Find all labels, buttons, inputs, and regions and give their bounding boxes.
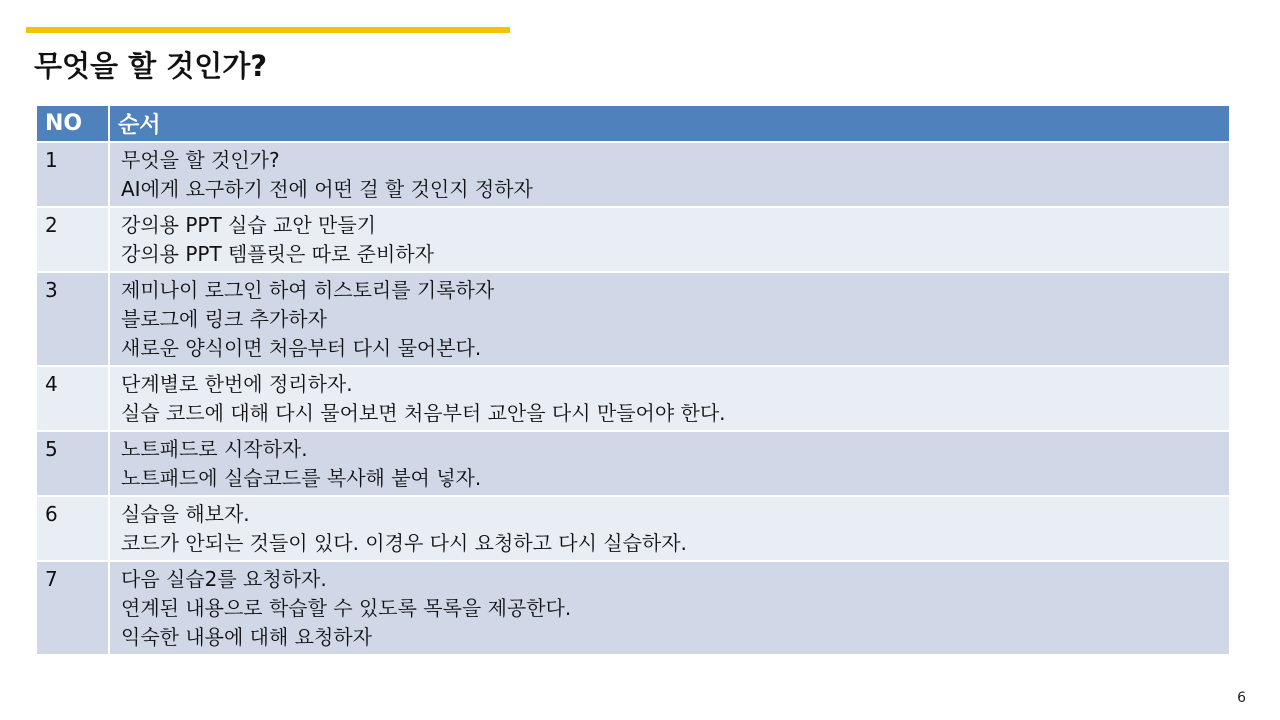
steps-table: [37, 106, 1229, 654]
step-line: 제미나이 로그인 하여 히스토리를 기록하자: [121, 278, 495, 302]
table-row: [37, 496, 1229, 561]
table-row: [37, 142, 1229, 207]
row-number: 7: [37, 561, 109, 654]
row-number: 2: [37, 207, 109, 272]
step-line: 실습 코드에 대해 다시 물어보면 처음부터 교안을 다시 만들어야 한다.: [121, 401, 726, 425]
step-line: 다음 실습2를 요청하자.: [121, 567, 327, 591]
column-header-no: NO: [37, 106, 109, 142]
slide-title: 무엇을 할 것인가?: [34, 49, 268, 83]
table-header-row: [37, 106, 1229, 142]
row-number: 1: [37, 142, 109, 207]
step-line: 코드가 안되는 것들이 있다. 이경우 다시 요청하고 다시 실습하자.: [121, 531, 687, 555]
step-line: 단계별로 한번에 정리하자.: [121, 372, 353, 396]
step-line: 노트패드로 시작하자.: [121, 437, 308, 461]
step-line: AI에게 요구하기 전에 어떤 걸 할 것인지 정하자: [121, 177, 533, 201]
row-steps: [109, 142, 1229, 207]
row-steps: [109, 272, 1229, 366]
table-row: [37, 272, 1229, 366]
table-row: [37, 366, 1229, 431]
row-number: 6: [37, 496, 109, 561]
row-number: 4: [37, 366, 109, 431]
step-line: 실습을 해보자.: [121, 502, 250, 526]
column-header-steps: 순서: [109, 106, 1229, 142]
row-number: 5: [37, 431, 109, 496]
step-line: 새로운 양식이면 처음부터 다시 물어본다.: [121, 336, 482, 360]
row-steps: [109, 496, 1229, 561]
row-number: 3: [37, 272, 109, 366]
row-steps: [109, 561, 1229, 654]
page-number: 6: [1237, 690, 1246, 706]
step-line: 강의용 PPT 실습 교안 만들기: [121, 213, 376, 237]
table-row: [37, 561, 1229, 654]
step-line: 연계된 내용으로 학습할 수 있도록 목록을 제공한다.: [121, 596, 572, 620]
table-row: [37, 207, 1229, 272]
step-line: 강의용 PPT 템플릿은 따로 준비하자: [121, 242, 434, 266]
row-steps: [109, 366, 1229, 431]
step-line: 무엇을 할 것인가?: [121, 148, 280, 172]
title-accent-bar: [26, 27, 510, 33]
step-line: 블로그에 링크 추가하자: [121, 307, 327, 331]
table-row: [37, 431, 1229, 496]
step-line: 노트패드에 실습코드를 복사해 붙여 넣자.: [121, 466, 482, 490]
step-line: 익숙한 내용에 대해 요청하자: [121, 625, 372, 649]
row-steps: [109, 207, 1229, 272]
row-steps: [109, 431, 1229, 496]
